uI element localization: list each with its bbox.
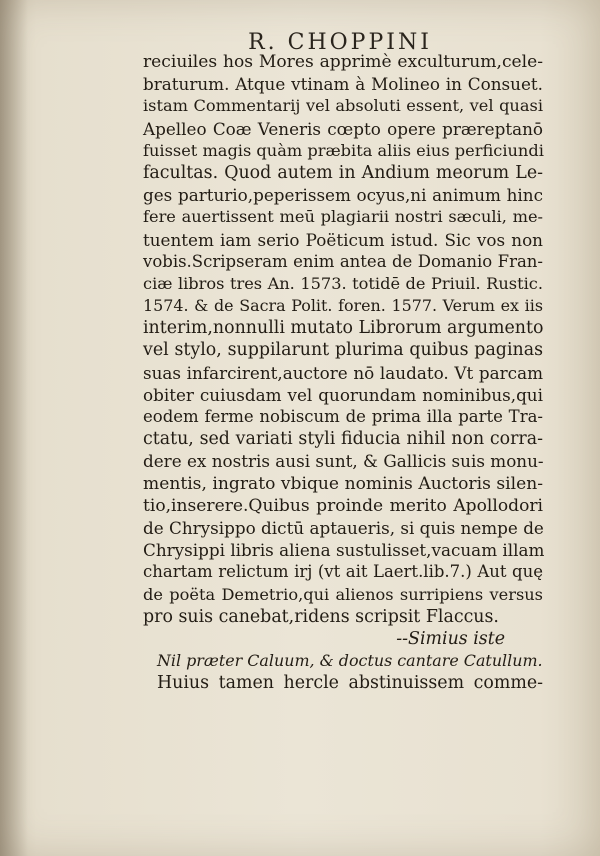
text-line: fere auertissent meū plagiarii nostri sæculi, me- [143,207,543,227]
body-text [143,51,543,694]
spine-shadow [0,0,28,856]
text-line: pro suis canebat,ridens scripsit Flaccus. [143,606,499,627]
text-line: de Chrysippo dictū aptaueris, si quis nempe de [143,517,544,538]
text-line: suas infarcirent,auctore nō laudato. Vt parcam [143,362,543,383]
running-header: R. CHOPPINI [248,30,432,55]
text-line: istam Commentarij vel absoluti essent, vel quasi [143,96,543,116]
text-line: 1574. & de Sacra Polit. foren. 1577. Verum ex iis [143,296,543,316]
text-line: obiter cuiusdam vel quorundam nominibus,qui [143,384,543,405]
text-line: ctatu, sed variati styli fiducia nihil non corra- [143,429,543,450]
text-line: interim,nonnulli mutato Librorum argumento [143,318,544,339]
final-line: Huius tamen hercle abstinuissem comme- [157,673,543,694]
text-line: eodem ferme nobiscum de prima illa parte Tra- [143,407,543,426]
text-line: tuentem iam serio Poëticum istud. Sic vos non [143,229,543,250]
text-line: Apelleo Coæ Veneris cœpto opere præreptanō [143,118,543,139]
text-line: vel stylo, suppilarunt plurima quibus paginas [143,340,543,361]
text-line: de poëta Demetrio,qui alienos surripiens versus [143,584,543,604]
text-line: Chrysippi libris aliena sustulisset,vacuam illam [143,540,545,561]
text-line: mentis, ingrato vbique nominis Auctoris silen- [143,473,543,494]
text-line: chartam relictum irj (vt ait Laert.lib.7.) Aut quę [143,562,543,582]
text-line: ciæ libros tres An. 1573. totidē de Priuil. Rustic. [143,273,543,293]
text-line: fuisset magis quàm præbita aliis eius perficiundi [143,140,544,160]
text-line: facultas. Quod autem in Andium meorum Le- [143,162,543,183]
text-line: braturum. Atque vtinam à Molineo in Consuet. [143,74,543,95]
quote-attribution: --Simius iste [396,628,505,649]
text-line: reciuiles hos Mores apprimè exculturum,cele- [143,52,543,72]
quote-verse: Nil præter Caluum, & doctus cantare Catullum. [157,651,543,671]
text-line: dere ex nostris ausi sunt, & Gallicis suis monu- [143,451,544,472]
text-line: ges parturio,peperissem ocyus,ni animum hinc [143,185,543,206]
text-line: vobis.Scripseram enim antea de Domanio Fran- [143,251,543,271]
text-line: tio,inserere.Quibus proinde merito Apollodori [143,495,543,516]
